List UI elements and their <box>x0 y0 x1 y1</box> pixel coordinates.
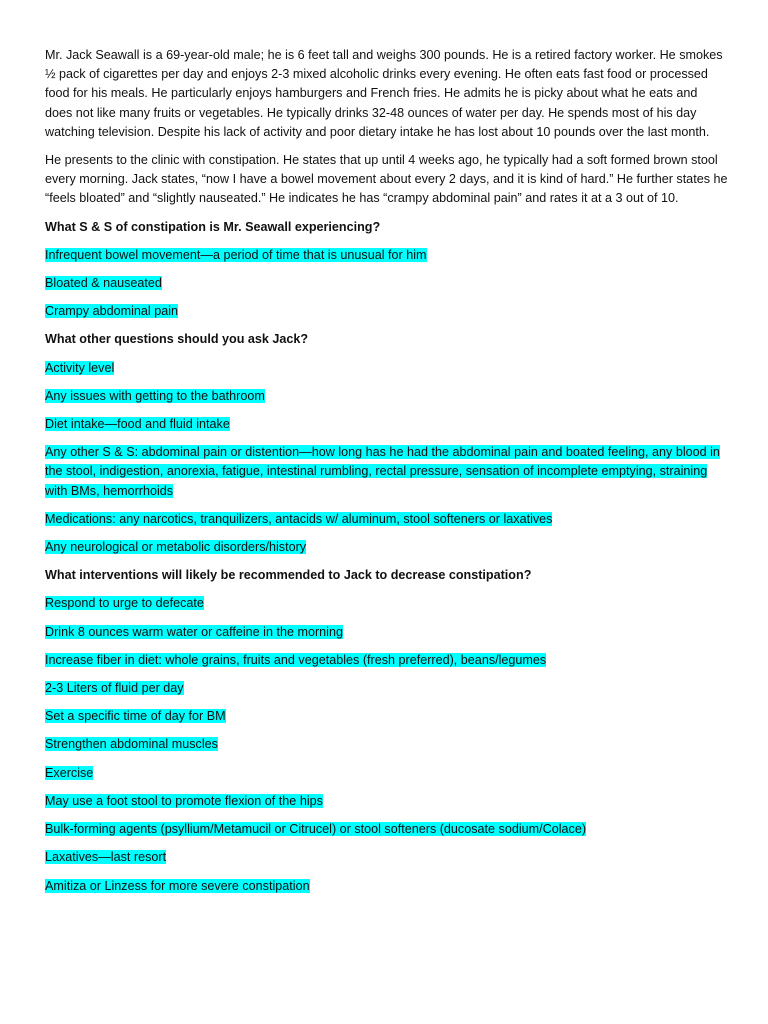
answer-item <box>45 735 728 754</box>
highlighted-answer: Strengthen abdominal muscles <box>45 737 218 752</box>
answer-item <box>45 510 728 529</box>
answer-item <box>45 820 728 839</box>
answer-item <box>45 274 728 293</box>
case-paragraph-1: Mr. Jack Seawall is a 69-year-old male; he is 6 feet tall and weighs 300 pounds. He is a retired factory worker. He smokes ½ pack of cigarettes per day and enjoys 2-3 mixed alcoholic drinks every evening. He often eats fast food or processed food for his meals. He particularly enjoys hamburgers and French fries. He admits he is picky about what he eats and does not like many fruits or vegetables. He typically drinks 32-48 ounces of water per day. He spends most of his day watching television. Despite his lack of activity and poor dietary intake he has lost about 10 pounds over the last month. <box>45 48 723 139</box>
question-1: What S & S of constipation is Mr. Seawall experiencing? <box>45 219 381 234</box>
answer-item <box>45 792 728 811</box>
answer-item <box>45 707 728 726</box>
highlighted-answer: Set a specific time of day for BM <box>45 709 226 724</box>
answer-item <box>45 764 728 783</box>
highlighted-answer: Respond to urge to defecate <box>45 596 204 611</box>
highlighted-answer: Activity level <box>45 360 115 375</box>
highlighted-answer: Laxatives—last resort <box>45 850 167 865</box>
highlighted-answer: Amitiza or Linzess for more severe constipation <box>45 878 310 893</box>
highlighted-answer: Diet intake—food and fluid intake <box>45 417 230 432</box>
highlighted-answer: 2-3 Liters of fluid per day <box>45 681 184 696</box>
highlighted-answer: Medications: any narcotics, tranquilizers, antacids w/ aluminum, stool softeners or laxatives <box>45 511 553 526</box>
answer-item <box>45 443 728 501</box>
highlighted-answer: Bloated & nauseated <box>45 276 162 291</box>
highlighted-answer: Infrequent bowel movement—a period of time that is unusual for him <box>45 247 427 262</box>
answer-item <box>45 415 728 434</box>
highlighted-answer: Crampy abdominal pain <box>45 304 179 319</box>
answer-item <box>45 623 728 642</box>
answer-item <box>45 538 728 557</box>
highlighted-answer: Bulk-forming agents (psyllium/Metamucil or Citrucel) or stool softeners (ducosate sodium/Colace) <box>45 822 587 837</box>
answer-item <box>45 302 728 321</box>
case-paragraph-2: He presents to the clinic with constipation. He states that up until 4 weeks ago, he typically had a soft formed brown stool every morning. Jack states, “now I have a bowel movement about every 2 days, and it is kind of hard.” He further states he “feels bloated” and “slightly nauseated.” He indicates he has “crampy abdominal pain” and rates it at a 3 out of 10. <box>45 153 728 206</box>
answer-item <box>45 651 728 670</box>
highlighted-answer: Any other S & S: abdominal pain or distention—how long has he had the abdominal pain and boated feeling, any blood in the stool, indigestion, anorexia, fatigue, intestinal rumbling, rectal pressure, sensation of incomplete emptying, straining with BMs, hemorrhoids <box>45 445 720 498</box>
highlighted-answer: Exercise <box>45 765 94 780</box>
highlighted-answer: Increase fiber in diet: whole grains, fruits and vegetables (fresh preferred), beans/legumes <box>45 652 547 667</box>
question-2: What other questions should you ask Jack? <box>45 332 309 347</box>
answer-item <box>45 246 728 265</box>
highlighted-answer: Any issues with getting to the bathroom <box>45 388 265 403</box>
answer-item <box>45 877 728 896</box>
answer-item <box>45 679 728 698</box>
highlighted-answer: Drink 8 ounces warm water or caffeine in the morning <box>45 624 343 639</box>
highlighted-answer: May use a foot stool to promote flexion of the hips <box>45 793 323 808</box>
answer-item <box>45 387 728 406</box>
answer-item <box>45 359 728 378</box>
question-3: What interventions will likely be recommended to Jack to decrease constipation? <box>45 568 532 583</box>
answer-item <box>45 848 728 867</box>
highlighted-answer: Any neurological or metabolic disorders/history <box>45 540 307 555</box>
answer-item <box>45 594 728 613</box>
